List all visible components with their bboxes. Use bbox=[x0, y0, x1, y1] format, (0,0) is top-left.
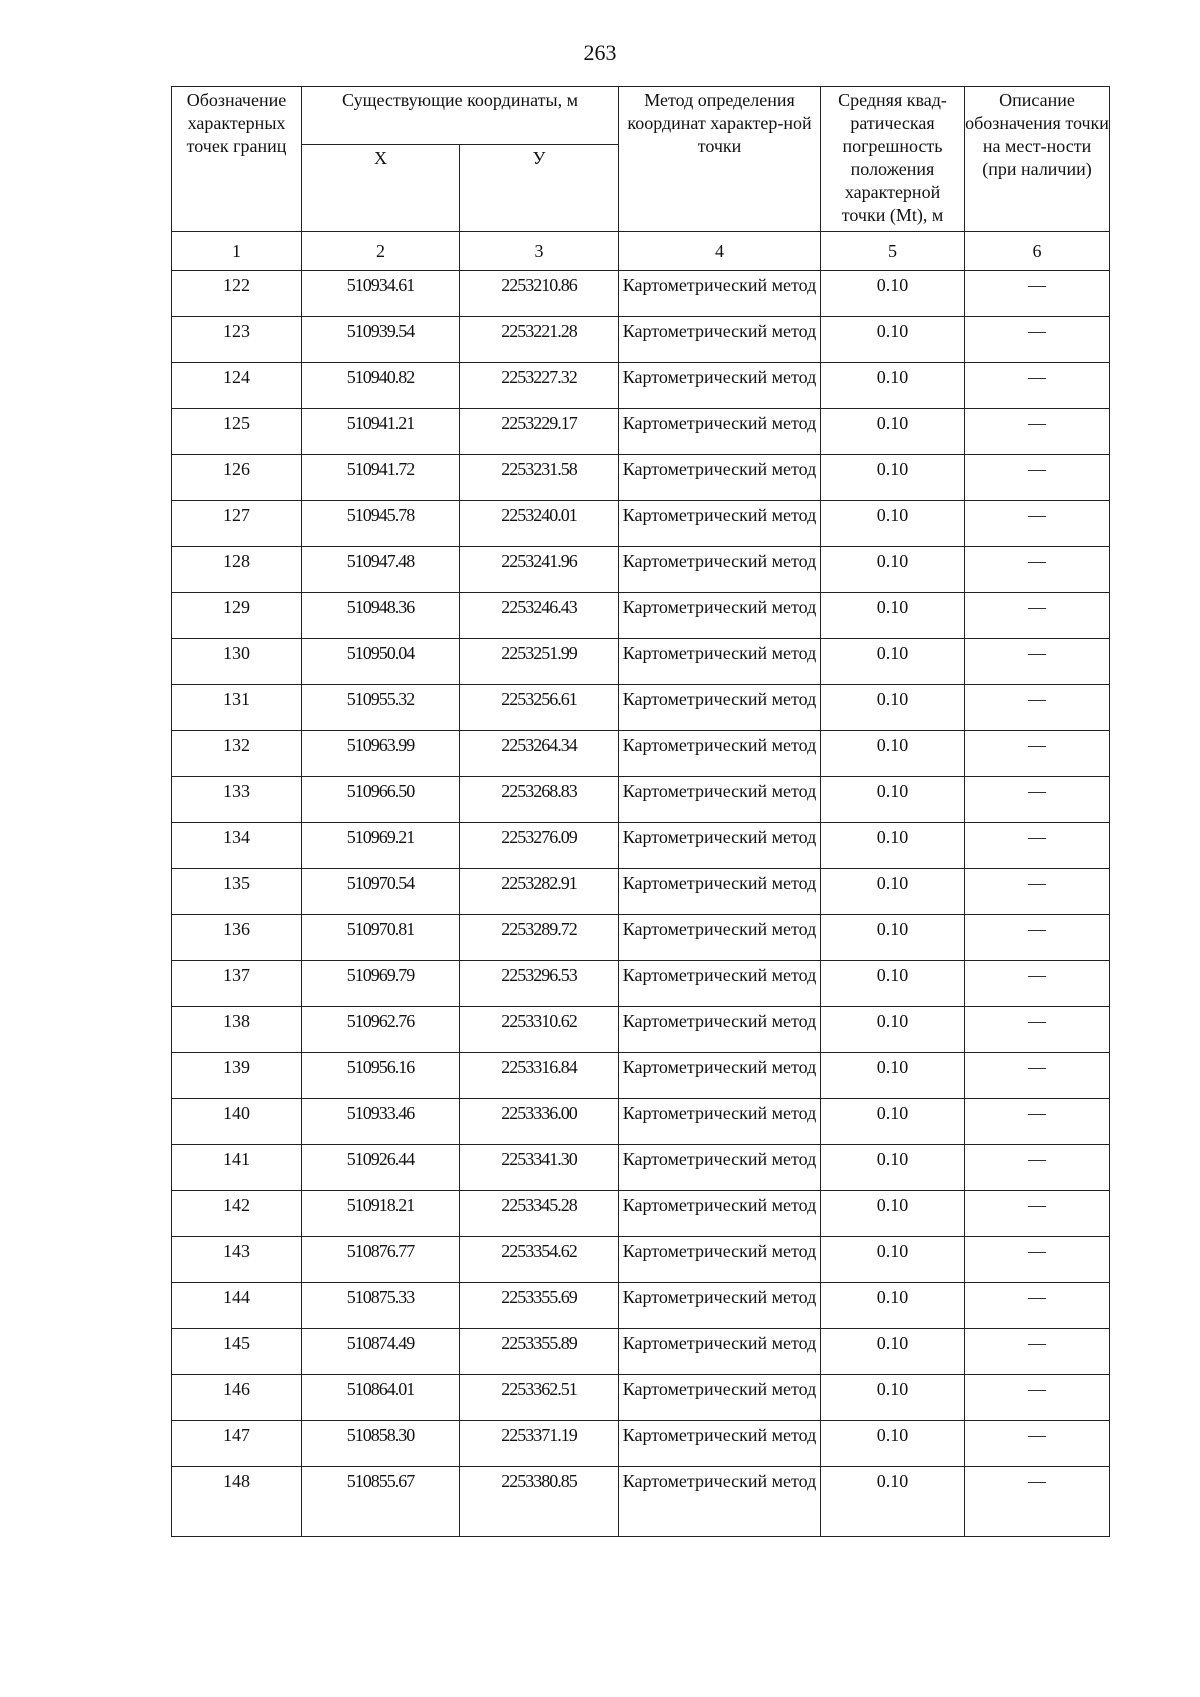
cell-y: 2253355.89 bbox=[460, 1329, 619, 1375]
cell-method: Картометрический метод bbox=[619, 1421, 821, 1467]
cell-error: 0.10 bbox=[821, 685, 965, 731]
table-row bbox=[172, 1007, 1110, 1053]
cell-method: Картометрический метод bbox=[619, 1467, 821, 1537]
cell-point: 146 bbox=[172, 1375, 302, 1421]
cell-error: 0.10 bbox=[821, 1329, 965, 1375]
cell-x: 510940.82 bbox=[302, 363, 460, 409]
table-row bbox=[172, 317, 1110, 363]
cell-error: 0.10 bbox=[821, 501, 965, 547]
cell-y: 2253227.32 bbox=[460, 363, 619, 409]
cell-method: Картометрический метод bbox=[619, 685, 821, 731]
cell-y: 2253276.09 bbox=[460, 823, 619, 869]
column-number: 4 bbox=[619, 232, 821, 271]
cell-x: 510966.50 bbox=[302, 777, 460, 823]
cell-error: 0.10 bbox=[821, 455, 965, 501]
cell-description: — bbox=[965, 869, 1110, 915]
cell-description: — bbox=[965, 777, 1110, 823]
cell-x: 510970.54 bbox=[302, 869, 460, 915]
cell-method: Картометрический метод bbox=[619, 1191, 821, 1237]
table-row bbox=[172, 731, 1110, 777]
table-row bbox=[172, 1145, 1110, 1191]
cell-x: 510948.36 bbox=[302, 593, 460, 639]
table-row bbox=[172, 777, 1110, 823]
coordinates-table bbox=[171, 86, 1110, 1537]
cell-description: — bbox=[965, 1283, 1110, 1329]
cell-description: — bbox=[965, 1007, 1110, 1053]
cell-y: 2253336.00 bbox=[460, 1099, 619, 1145]
cell-y: 2253289.72 bbox=[460, 915, 619, 961]
cell-method: Картометрический метод bbox=[619, 317, 821, 363]
cell-method: Картометрический метод bbox=[619, 731, 821, 777]
cell-error: 0.10 bbox=[821, 639, 965, 685]
cell-description: — bbox=[965, 271, 1110, 317]
cell-point: 129 bbox=[172, 593, 302, 639]
cell-point: 126 bbox=[172, 455, 302, 501]
cell-method: Картометрический метод bbox=[619, 455, 821, 501]
header-point-designation: Обозначение характерных точек границ bbox=[172, 87, 302, 232]
cell-description: — bbox=[965, 685, 1110, 731]
cell-error: 0.10 bbox=[821, 593, 965, 639]
column-number: 5 bbox=[821, 232, 965, 271]
cell-y: 2253310.62 bbox=[460, 1007, 619, 1053]
cell-x: 510941.72 bbox=[302, 455, 460, 501]
cell-method: Картометрический метод bbox=[619, 1007, 821, 1053]
table-row bbox=[172, 455, 1110, 501]
cell-point: 147 bbox=[172, 1421, 302, 1467]
cell-x: 510858.30 bbox=[302, 1421, 460, 1467]
cell-error: 0.10 bbox=[821, 1145, 965, 1191]
cell-method: Картометрический метод bbox=[619, 501, 821, 547]
cell-point: 148 bbox=[172, 1467, 302, 1537]
cell-description: — bbox=[965, 1191, 1110, 1237]
cell-point: 130 bbox=[172, 639, 302, 685]
cell-method: Картометрический метод bbox=[619, 915, 821, 961]
cell-x: 510933.46 bbox=[302, 1099, 460, 1145]
table-row bbox=[172, 501, 1110, 547]
cell-point: 122 bbox=[172, 271, 302, 317]
cell-method: Картометрический метод bbox=[619, 1145, 821, 1191]
cell-y: 2253268.83 bbox=[460, 777, 619, 823]
header-y: У bbox=[460, 145, 619, 232]
column-number: 3 bbox=[460, 232, 619, 271]
page-number: 263 bbox=[583, 40, 617, 65]
cell-point: 127 bbox=[172, 501, 302, 547]
cell-method: Картометрический метод bbox=[619, 409, 821, 455]
table-row bbox=[172, 915, 1110, 961]
cell-description: — bbox=[965, 1375, 1110, 1421]
cell-method: Картометрический метод bbox=[619, 271, 821, 317]
cell-method: Картометрический метод bbox=[619, 869, 821, 915]
cell-x: 510956.16 bbox=[302, 1053, 460, 1099]
cell-point: 144 bbox=[172, 1283, 302, 1329]
cell-error: 0.10 bbox=[821, 1053, 965, 1099]
header-description: Описание обозначения точки на мест-ности (при наличии) bbox=[965, 87, 1110, 232]
table-header bbox=[172, 87, 1110, 271]
cell-point: 131 bbox=[172, 685, 302, 731]
cell-method: Картометрический метод bbox=[619, 823, 821, 869]
cell-x: 510970.81 bbox=[302, 915, 460, 961]
cell-x: 510947.48 bbox=[302, 547, 460, 593]
cell-description: — bbox=[965, 1421, 1110, 1467]
cell-y: 2253296.53 bbox=[460, 961, 619, 1007]
cell-method: Картометрический метод bbox=[619, 1053, 821, 1099]
cell-point: 138 bbox=[172, 1007, 302, 1053]
cell-error: 0.10 bbox=[821, 915, 965, 961]
cell-x: 510955.32 bbox=[302, 685, 460, 731]
cell-x: 510918.21 bbox=[302, 1191, 460, 1237]
cell-x: 510969.21 bbox=[302, 823, 460, 869]
column-number: 2 bbox=[302, 232, 460, 271]
cell-description: — bbox=[965, 363, 1110, 409]
cell-x: 510864.01 bbox=[302, 1375, 460, 1421]
cell-error: 0.10 bbox=[821, 1421, 965, 1467]
cell-description: — bbox=[965, 1467, 1110, 1537]
header-method: Метод определения координат характер-ной точки bbox=[619, 87, 821, 232]
cell-method: Картометрический метод bbox=[619, 1283, 821, 1329]
cell-y: 2253210.86 bbox=[460, 271, 619, 317]
cell-method: Картометрический метод bbox=[619, 1237, 821, 1283]
cell-description: — bbox=[965, 455, 1110, 501]
cell-point: 143 bbox=[172, 1237, 302, 1283]
cell-description: — bbox=[965, 1053, 1110, 1099]
header-coordinates-group: Существующие координаты, м bbox=[302, 87, 619, 145]
table-row bbox=[172, 547, 1110, 593]
cell-x: 510855.67 bbox=[302, 1467, 460, 1537]
cell-error: 0.10 bbox=[821, 1375, 965, 1421]
table-body bbox=[172, 271, 1110, 1537]
cell-y: 2253231.58 bbox=[460, 455, 619, 501]
cell-method: Картометрический метод bbox=[619, 1375, 821, 1421]
table-row bbox=[172, 1191, 1110, 1237]
cell-description: — bbox=[965, 915, 1110, 961]
cell-error: 0.10 bbox=[821, 961, 965, 1007]
cell-method: Картометрический метод bbox=[619, 777, 821, 823]
cell-point: 141 bbox=[172, 1145, 302, 1191]
column-number: 6 bbox=[965, 232, 1110, 271]
cell-y: 2253354.62 bbox=[460, 1237, 619, 1283]
cell-description: — bbox=[965, 1099, 1110, 1145]
cell-y: 2253241.96 bbox=[460, 547, 619, 593]
cell-description: — bbox=[965, 593, 1110, 639]
cell-error: 0.10 bbox=[821, 1099, 965, 1145]
cell-y: 2253362.51 bbox=[460, 1375, 619, 1421]
cell-method: Картометрический метод bbox=[619, 961, 821, 1007]
cell-point: 135 bbox=[172, 869, 302, 915]
cell-error: 0.10 bbox=[821, 363, 965, 409]
cell-description: — bbox=[965, 1237, 1110, 1283]
table-row bbox=[172, 639, 1110, 685]
cell-description: — bbox=[965, 547, 1110, 593]
cell-error: 0.10 bbox=[821, 1007, 965, 1053]
cell-description: — bbox=[965, 823, 1110, 869]
cell-y: 2253264.34 bbox=[460, 731, 619, 777]
cell-method: Картометрический метод bbox=[619, 1329, 821, 1375]
cell-error: 0.10 bbox=[821, 777, 965, 823]
cell-point: 145 bbox=[172, 1329, 302, 1375]
header-x: X bbox=[302, 145, 460, 232]
table-row bbox=[172, 409, 1110, 455]
cell-description: — bbox=[965, 409, 1110, 455]
cell-description: — bbox=[965, 1329, 1110, 1375]
cell-x: 510875.33 bbox=[302, 1283, 460, 1329]
table-row bbox=[172, 1237, 1110, 1283]
cell-x: 510939.54 bbox=[302, 317, 460, 363]
cell-error: 0.10 bbox=[821, 823, 965, 869]
cell-y: 2253221.28 bbox=[460, 317, 619, 363]
cell-y: 2253380.85 bbox=[460, 1467, 619, 1537]
cell-error: 0.10 bbox=[821, 869, 965, 915]
cell-y: 2253341.30 bbox=[460, 1145, 619, 1191]
cell-error: 0.10 bbox=[821, 731, 965, 777]
cell-point: 125 bbox=[172, 409, 302, 455]
cell-y: 2253316.84 bbox=[460, 1053, 619, 1099]
table-row bbox=[172, 1375, 1110, 1421]
table-row bbox=[172, 961, 1110, 1007]
cell-point: 136 bbox=[172, 915, 302, 961]
cell-x: 510945.78 bbox=[302, 501, 460, 547]
cell-y: 2253371.19 bbox=[460, 1421, 619, 1467]
cell-point: 142 bbox=[172, 1191, 302, 1237]
cell-point: 140 bbox=[172, 1099, 302, 1145]
column-number-row bbox=[172, 232, 1110, 271]
cell-point: 133 bbox=[172, 777, 302, 823]
cell-x: 510934.61 bbox=[302, 271, 460, 317]
table-row bbox=[172, 1467, 1110, 1537]
cell-description: — bbox=[965, 317, 1110, 363]
cell-method: Картометрический метод bbox=[619, 547, 821, 593]
cell-description: — bbox=[965, 501, 1110, 547]
cell-error: 0.10 bbox=[821, 271, 965, 317]
table-row bbox=[172, 1421, 1110, 1467]
cell-x: 510969.79 bbox=[302, 961, 460, 1007]
table-row bbox=[172, 593, 1110, 639]
cell-y: 2253355.69 bbox=[460, 1283, 619, 1329]
header-mean-error: Средняя квад-ратическая погрешность положения характерной точки (Mt), м bbox=[821, 87, 965, 232]
cell-description: — bbox=[965, 639, 1110, 685]
cell-y: 2253345.28 bbox=[460, 1191, 619, 1237]
cell-x: 510963.99 bbox=[302, 731, 460, 777]
table-row bbox=[172, 1283, 1110, 1329]
table-row bbox=[172, 685, 1110, 731]
cell-method: Картометрический метод bbox=[619, 363, 821, 409]
cell-y: 2253246.43 bbox=[460, 593, 619, 639]
column-number: 1 bbox=[172, 232, 302, 271]
cell-method: Картометрический метод bbox=[619, 1099, 821, 1145]
cell-x: 510874.49 bbox=[302, 1329, 460, 1375]
cell-error: 0.10 bbox=[821, 1237, 965, 1283]
cell-y: 2253229.17 bbox=[460, 409, 619, 455]
cell-x: 510962.76 bbox=[302, 1007, 460, 1053]
cell-point: 139 bbox=[172, 1053, 302, 1099]
table-row bbox=[172, 1099, 1110, 1145]
cell-error: 0.10 bbox=[821, 1191, 965, 1237]
cell-point: 128 bbox=[172, 547, 302, 593]
cell-point: 132 bbox=[172, 731, 302, 777]
cell-x: 510926.44 bbox=[302, 1145, 460, 1191]
cell-point: 124 bbox=[172, 363, 302, 409]
table-row bbox=[172, 1053, 1110, 1099]
table-row bbox=[172, 869, 1110, 915]
cell-x: 510941.21 bbox=[302, 409, 460, 455]
cell-y: 2253282.91 bbox=[460, 869, 619, 915]
cell-description: — bbox=[965, 961, 1110, 1007]
cell-x: 510950.04 bbox=[302, 639, 460, 685]
cell-error: 0.10 bbox=[821, 317, 965, 363]
cell-description: — bbox=[965, 731, 1110, 777]
cell-error: 0.10 bbox=[821, 1283, 965, 1329]
cell-method: Картометрический метод bbox=[619, 593, 821, 639]
table-row bbox=[172, 1329, 1110, 1375]
cell-description: — bbox=[965, 1145, 1110, 1191]
cell-point: 137 bbox=[172, 961, 302, 1007]
cell-error: 0.10 bbox=[821, 409, 965, 455]
cell-point: 134 bbox=[172, 823, 302, 869]
table-row bbox=[172, 271, 1110, 317]
cell-error: 0.10 bbox=[821, 547, 965, 593]
cell-y: 2253256.61 bbox=[460, 685, 619, 731]
table-row bbox=[172, 363, 1110, 409]
cell-y: 2253240.01 bbox=[460, 501, 619, 547]
cell-method: Картометрический метод bbox=[619, 639, 821, 685]
table-row bbox=[172, 823, 1110, 869]
cell-x: 510876.77 bbox=[302, 1237, 460, 1283]
cell-point: 123 bbox=[172, 317, 302, 363]
cell-y: 2253251.99 bbox=[460, 639, 619, 685]
cell-error: 0.10 bbox=[821, 1467, 965, 1537]
